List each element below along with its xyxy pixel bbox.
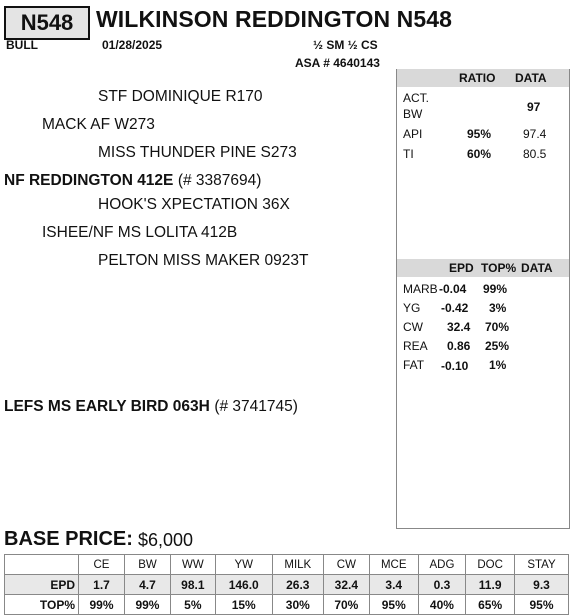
top-percent-value: 15% bbox=[215, 595, 272, 615]
top-percent-value: 70% bbox=[323, 595, 369, 615]
lot-number: N548 bbox=[4, 6, 90, 40]
top-percent-value: 95% bbox=[515, 595, 569, 615]
carcass-top: 3% bbox=[489, 301, 507, 315]
carcass-data-header: DATA bbox=[521, 261, 553, 275]
carcass-epd: 32.4 bbox=[447, 320, 471, 334]
top-percent-value: 40% bbox=[418, 595, 466, 615]
ti-ratio: 60% bbox=[467, 147, 492, 161]
sire-registration: (# 3387694) bbox=[177, 172, 262, 189]
pedigree-sire bbox=[4, 172, 261, 190]
data-side-panel bbox=[396, 69, 570, 529]
breed-composition: ½ SM ½ CS bbox=[313, 38, 378, 52]
top-percent-value: 99% bbox=[124, 595, 170, 615]
carcass-trait: YG bbox=[403, 301, 421, 315]
epd-value: 4.7 bbox=[124, 575, 170, 595]
epd-col-header: CW bbox=[323, 555, 369, 575]
carcass-top: 70% bbox=[485, 320, 510, 334]
api-ratio: 95% bbox=[467, 127, 492, 141]
carcass-epd: -0.10 bbox=[441, 359, 469, 373]
carcass-trait: CW bbox=[403, 320, 423, 334]
carcass-epd: 0.86 bbox=[447, 339, 471, 353]
epd-value: 98.1 bbox=[170, 575, 215, 595]
epd-value: 32.4 bbox=[323, 575, 369, 595]
data-header: DATA bbox=[515, 71, 547, 85]
epd-value: 0.3 bbox=[418, 575, 466, 595]
top-percent-value: 5% bbox=[170, 595, 215, 615]
ratio-header: RATIO bbox=[459, 71, 496, 85]
epd-row bbox=[5, 575, 569, 595]
performance-header bbox=[397, 69, 569, 87]
epd-col-header: STAY bbox=[515, 555, 569, 575]
top-percent-value: 95% bbox=[369, 595, 418, 615]
carcass-trait: FAT bbox=[403, 358, 425, 372]
base-price-value: $6,000 bbox=[138, 530, 194, 550]
carcass-top: 1% bbox=[489, 358, 507, 372]
carcass-top: 25% bbox=[485, 339, 510, 353]
epd-col-header: DOC bbox=[466, 555, 515, 575]
carcass-header bbox=[397, 259, 569, 277]
carcass-epd: -0.42 bbox=[441, 301, 469, 315]
epd-value: 3.4 bbox=[369, 575, 418, 595]
act-bw-label-1: ACT. bbox=[403, 91, 430, 105]
api-label: API bbox=[403, 127, 423, 141]
act-bw-label-2: BW bbox=[403, 107, 423, 121]
epd-col-header: BW bbox=[124, 555, 170, 575]
epd-table-header-row bbox=[5, 555, 569, 575]
dam-registration: (# 3741745) bbox=[214, 398, 298, 415]
pedigree-sire-sire: MACK AF W273 bbox=[42, 116, 155, 133]
dam-name: LEFS MS EARLY BIRD 063H bbox=[4, 398, 210, 415]
api-data: 97.4 bbox=[523, 127, 547, 141]
carcass-top: 99% bbox=[483, 282, 508, 296]
top-header: TOP% bbox=[481, 261, 517, 275]
pedigree-sire-sire-sire: STF DOMINIQUE R170 bbox=[98, 88, 263, 105]
pedigree-sire-dam: ISHEE/NF MS LOLITA 412B bbox=[42, 224, 238, 241]
epd-col-header: CE bbox=[79, 555, 125, 575]
epd-value: 11.9 bbox=[466, 575, 515, 595]
ti-label: TI bbox=[403, 147, 414, 161]
epd-col-header: MCE bbox=[369, 555, 418, 575]
top-percent-value: 99% bbox=[79, 595, 125, 615]
carcass-trait: MARB bbox=[403, 282, 438, 296]
epd-row-label: EPD bbox=[5, 575, 79, 595]
pedigree-sire-dam-sire: HOOK'S XPECTATION 36X bbox=[98, 196, 290, 213]
sire-name: NF REDDINGTON 412E bbox=[4, 172, 174, 189]
epd-table-corner bbox=[5, 555, 79, 575]
pedigree-sire-dam-dam: PELTON MISS MAKER 0923T bbox=[98, 252, 309, 269]
birth-date: 01/28/2025 bbox=[102, 38, 163, 52]
pedigree-dam bbox=[4, 398, 298, 416]
epd-value: 146.0 bbox=[215, 575, 272, 595]
epd-value: 1.7 bbox=[79, 575, 125, 595]
top-percent-row bbox=[5, 595, 569, 615]
top-percent-value: 65% bbox=[466, 595, 515, 615]
epd-col-header: WW bbox=[170, 555, 215, 575]
epd-col-header: YW bbox=[215, 555, 272, 575]
animal-name: WILKINSON REDDINGTON N548 bbox=[96, 6, 453, 32]
pedigree-sire-sire-dam: MISS THUNDER PINE S273 bbox=[98, 144, 297, 161]
sex-label: BULL bbox=[6, 38, 38, 52]
ti-data: 80.5 bbox=[523, 147, 547, 161]
epd-value: 26.3 bbox=[272, 575, 323, 595]
act-bw-data: 97 bbox=[527, 100, 541, 114]
epd-value: 9.3 bbox=[515, 575, 569, 595]
epd-table bbox=[4, 554, 569, 615]
top-percent-value: 30% bbox=[272, 595, 323, 615]
epd-col-header: MILK bbox=[272, 555, 323, 575]
epd-col-header: ADG bbox=[418, 555, 466, 575]
top-row-label: TOP% bbox=[5, 595, 79, 615]
base-price-label: BASE PRICE: bbox=[4, 528, 133, 550]
carcass-trait: REA bbox=[403, 339, 428, 353]
carcass-epd: -0.04 bbox=[439, 282, 467, 296]
registration-number: ASA # 4640143 bbox=[295, 56, 380, 70]
epd-header: EPD bbox=[449, 261, 474, 275]
